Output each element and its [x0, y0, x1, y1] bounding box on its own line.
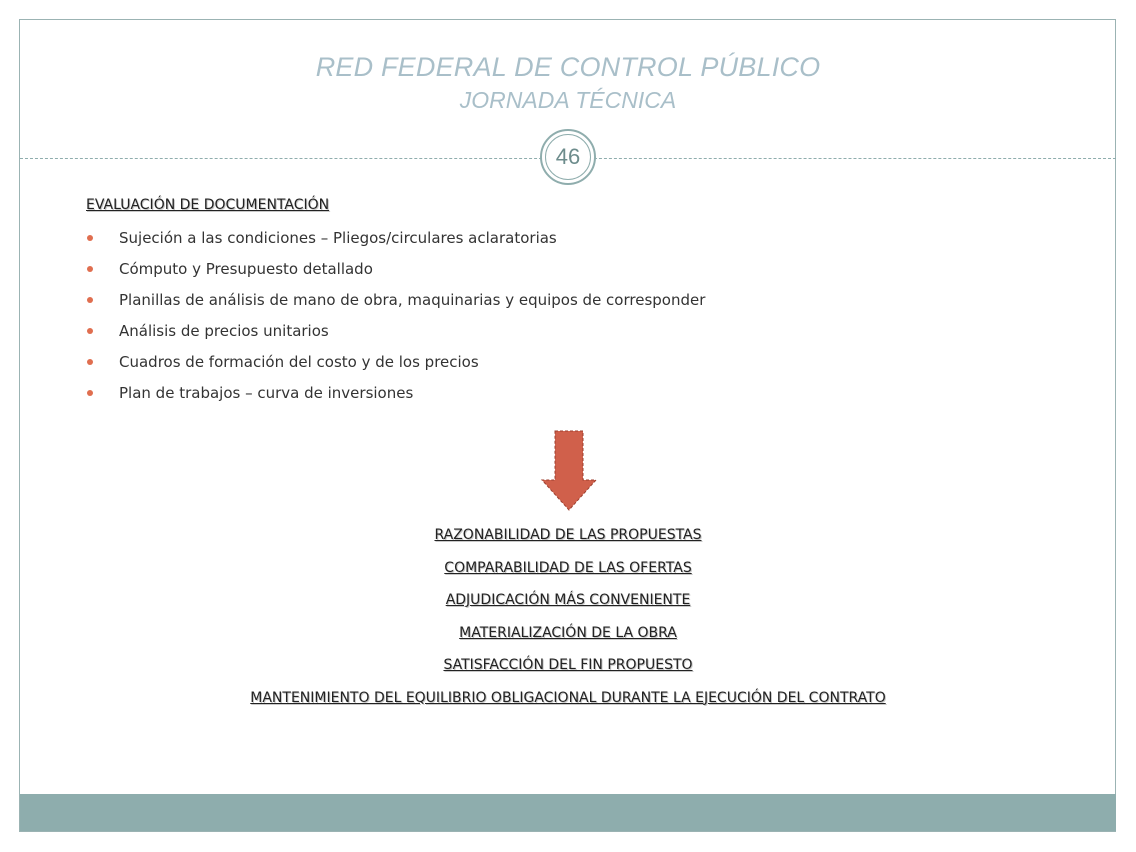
- conclusion-item: MATERIALIZACIÓN DE LA OBRA: [459, 624, 677, 641]
- bullet-dot-icon: [87, 328, 93, 334]
- footer-band: [20, 794, 1116, 831]
- bullet-dot-icon: [87, 235, 93, 241]
- list-item: [86, 383, 705, 414]
- list-item-text: Análisis de precios unitarios: [119, 322, 329, 340]
- list-item: [86, 259, 705, 290]
- conclusion-item: MANTENIMIENTO DEL EQUILIBRIO OBLIGACIONAL DURANTE LA EJECUCIÓN DEL CONTRATO: [250, 689, 886, 706]
- conclusion-item: SATISFACCIÓN DEL FIN PROPUESTO: [443, 657, 693, 673]
- bullet-dot-icon: [87, 359, 93, 365]
- list-item: [86, 228, 705, 259]
- down-arrow-icon: [540, 430, 598, 512]
- section-heading: EVALUACIÓN DE DOCUMENTACIÓN: [86, 197, 330, 213]
- list-item-text: Plan de trabajos – curva de inversiones: [119, 384, 414, 402]
- list-item-text: Cómputo y Presupuesto detallado: [119, 260, 373, 278]
- list-item-text: Planillas de análisis de mano de obra, maquinarias y equipos de corresponder: [119, 291, 706, 309]
- bullet-dot-icon: [87, 266, 93, 272]
- list-item: [86, 321, 705, 352]
- conclusion-item: ADJUDICACIÓN MÁS CONVENIENTE: [445, 592, 691, 608]
- bullet-list: [86, 228, 705, 414]
- list-item-text: Cuadros de formación del costo y de los precios: [119, 353, 479, 371]
- list-item: [86, 290, 705, 321]
- bullet-dot-icon: [87, 297, 93, 303]
- conclusions-list: [0, 524, 1136, 719]
- list-item-text: Sujeción a las condiciones – Pliegos/circulares aclaratorias: [119, 229, 557, 247]
- page-number-badge: [540, 129, 596, 185]
- conclusion-item: RAZONABILIDAD DE LAS PROPUESTAS: [434, 527, 702, 543]
- page-number: 46: [545, 134, 591, 180]
- slide-title: RED FEDERAL DE CONTROL PÚBLICO: [315, 52, 821, 82]
- conclusion-item: COMPARABILIDAD DE LAS OFERTAS: [444, 559, 692, 576]
- list-item: [86, 352, 705, 383]
- bullet-dot-icon: [87, 390, 93, 396]
- slide-subtitle: JORNADA TÉCNICA: [459, 87, 677, 113]
